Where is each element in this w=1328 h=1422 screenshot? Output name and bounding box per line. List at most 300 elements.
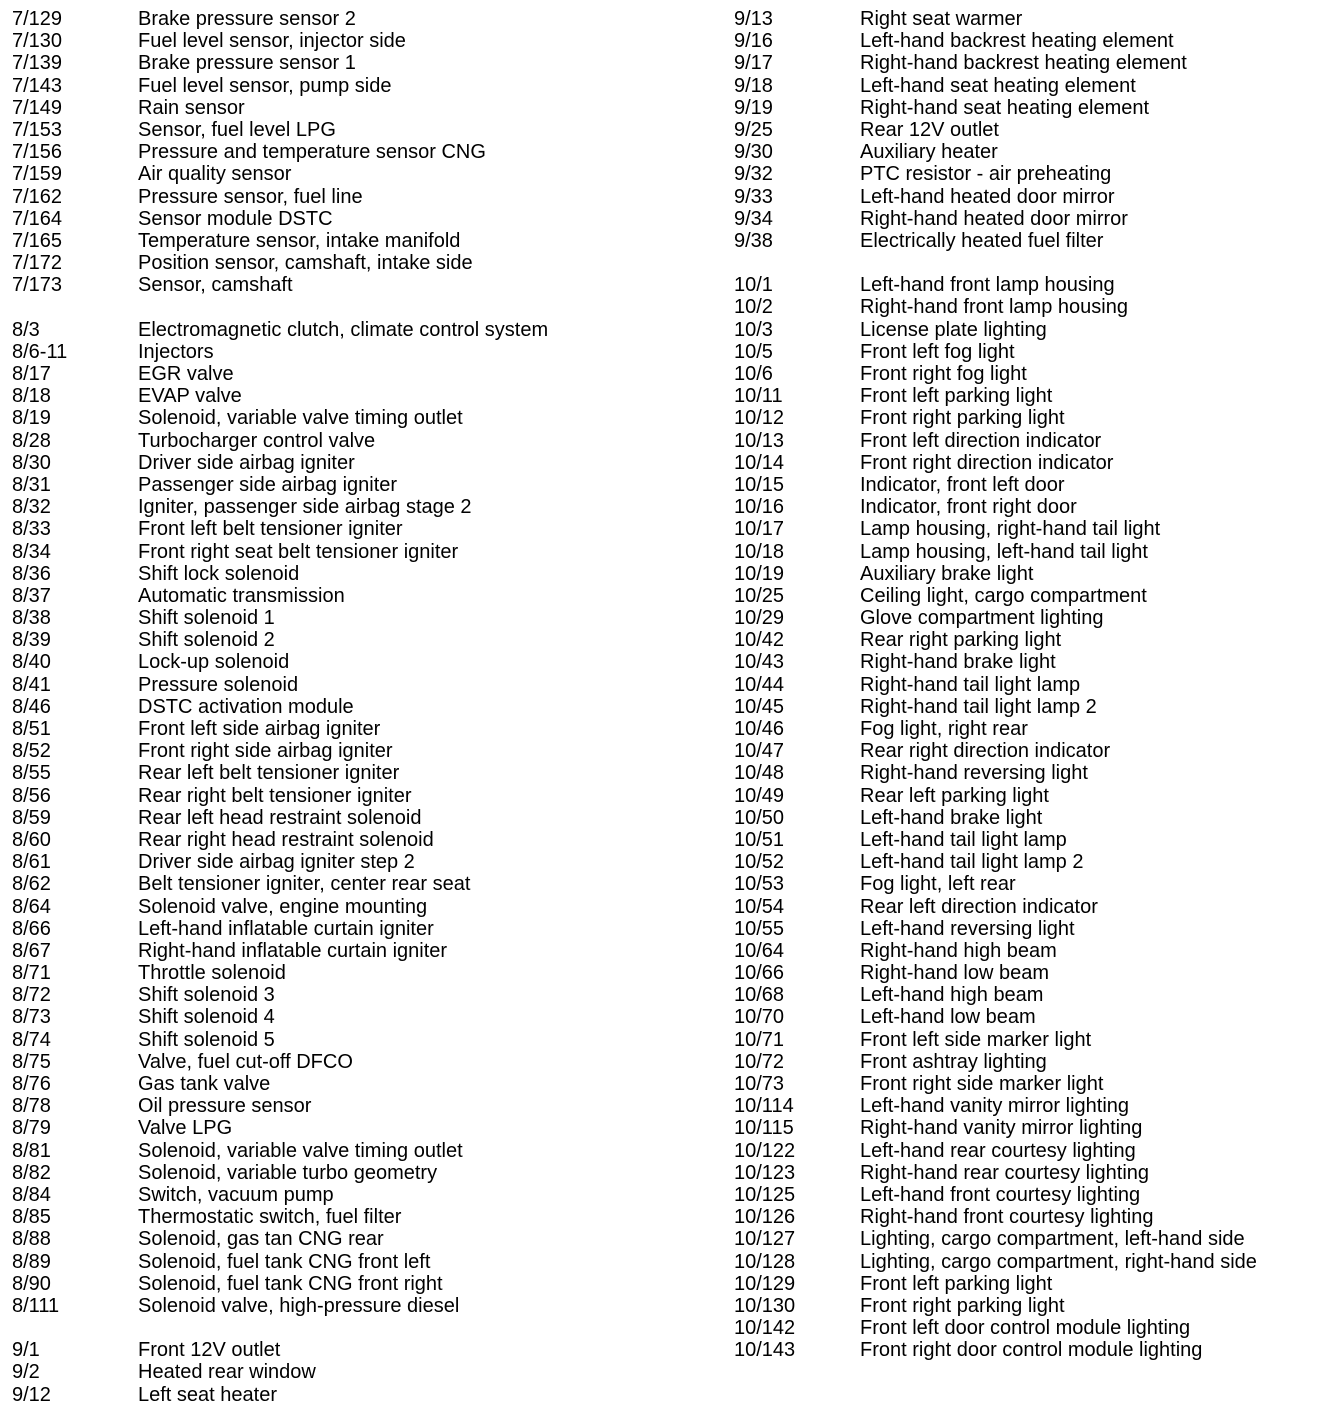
- component-description: Indicator, front left door: [860, 473, 1065, 496]
- component-code: 8/61: [12, 851, 51, 874]
- component-description: Left-hand front lamp housing: [860, 274, 1115, 297]
- component-description: Front right door control module lighting: [860, 1339, 1203, 1362]
- component-code: 7/164: [12, 207, 63, 230]
- component-code: 10/123: [734, 1161, 796, 1184]
- component-row: [12, 1184, 548, 1206]
- component-row: [12, 97, 548, 119]
- component-description: Left-hand high beam: [860, 984, 1044, 1007]
- component-code: 8/52: [12, 740, 51, 763]
- component-row: [734, 363, 1257, 385]
- component-description: Front left side marker light: [860, 1028, 1092, 1051]
- component-code: 10/54: [734, 895, 785, 918]
- component-description: Ceiling light, cargo compartment: [860, 584, 1147, 607]
- component-row: [12, 141, 548, 163]
- component-row: [734, 651, 1257, 673]
- component-code: 9/1: [12, 1339, 40, 1362]
- component-row: [12, 918, 548, 940]
- component-row: [734, 319, 1257, 341]
- component-description: Igniter, passenger side airbag stage 2: [138, 496, 472, 519]
- component-code: 10/143: [734, 1339, 796, 1362]
- component-description: Rear left belt tensioner igniter: [138, 762, 400, 785]
- component-code: 10/19: [734, 562, 785, 585]
- component-row: [12, 1051, 548, 1073]
- component-row: [734, 785, 1257, 807]
- component-row: [12, 563, 548, 585]
- component-row: [734, 496, 1257, 518]
- component-description: Right-hand backrest heating element: [860, 52, 1187, 75]
- component-row: [12, 52, 548, 74]
- component-row: [12, 430, 548, 452]
- component-row: [734, 696, 1257, 718]
- component-description: Left-hand reversing light: [860, 917, 1075, 940]
- component-row: [12, 1228, 548, 1250]
- component-code: 10/55: [734, 917, 785, 940]
- component-code: 10/17: [734, 518, 785, 541]
- component-row: [734, 1029, 1257, 1051]
- component-description: Right-hand tail light lamp 2: [860, 695, 1097, 718]
- component-description: Rear left direction indicator: [860, 895, 1098, 918]
- component-code: 8/85: [12, 1206, 51, 1229]
- component-row: [12, 762, 548, 784]
- component-row: [12, 296, 548, 318]
- component-description: Injectors: [138, 340, 214, 363]
- component-description: Brake pressure sensor 1: [138, 52, 356, 75]
- component-description: Heated rear window: [138, 1361, 316, 1384]
- component-row: [734, 452, 1257, 474]
- component-code: 10/13: [734, 429, 785, 452]
- component-description: Rear left head restraint solenoid: [138, 806, 422, 829]
- component-description: Right-hand inflatable curtain igniter: [138, 939, 448, 962]
- component-description: Front left fog light: [860, 340, 1015, 363]
- component-row: [734, 52, 1257, 74]
- component-description: Brake pressure sensor 2: [138, 8, 356, 30]
- component-row: [12, 208, 548, 230]
- component-code: 8/37: [12, 584, 51, 607]
- component-row: [12, 807, 548, 829]
- component-description: Sensor module DSTC: [138, 207, 333, 230]
- component-code: 8/75: [12, 1050, 51, 1073]
- component-code: 7/153: [12, 118, 63, 141]
- component-row: [12, 984, 548, 1006]
- component-code: 8/60: [12, 828, 51, 851]
- component-row: [12, 940, 548, 962]
- component-row: [12, 319, 548, 341]
- component-row: [12, 75, 548, 97]
- component-code: 8/30: [12, 451, 51, 474]
- component-code: 7/149: [12, 96, 63, 119]
- component-row: [734, 274, 1257, 296]
- component-row: [734, 341, 1257, 363]
- component-description: Driver side airbag igniter step 2: [138, 851, 415, 874]
- component-code: 10/49: [734, 784, 785, 807]
- component-code: 8/38: [12, 607, 51, 630]
- component-description: Left-hand brake light: [860, 806, 1043, 829]
- component-row: [12, 1339, 548, 1361]
- component-row: [734, 1073, 1257, 1095]
- component-description: Rear right parking light: [860, 629, 1062, 652]
- component-code: 8/31: [12, 473, 51, 496]
- component-row: [734, 762, 1257, 784]
- component-description: Right-hand vanity mirror lighting: [860, 1117, 1143, 1140]
- component-code: 7/159: [12, 163, 63, 186]
- component-code: 8/3: [12, 318, 40, 341]
- component-description: Electromagnetic clutch, climate control system: [138, 318, 549, 341]
- component-description: Solenoid, gas tan CNG rear: [138, 1228, 384, 1251]
- component-description: Right-hand seat heating element: [860, 96, 1150, 119]
- component-row: [12, 1361, 548, 1383]
- component-code: 7/143: [12, 74, 63, 97]
- component-description: Rear left parking light: [860, 784, 1049, 807]
- component-description: Left-hand tail light lamp: [860, 828, 1067, 851]
- component-row: [734, 807, 1257, 829]
- component-row: [734, 585, 1257, 607]
- component-code: 8/56: [12, 784, 51, 807]
- component-row: [734, 896, 1257, 918]
- component-row: [734, 385, 1257, 407]
- component-code: 10/129: [734, 1272, 796, 1295]
- component-code: 8/78: [12, 1095, 51, 1118]
- component-description: Front right side marker light: [860, 1073, 1104, 1095]
- component-code: 8/17: [12, 363, 51, 385]
- component-description: Front right fog light: [860, 363, 1027, 385]
- component-description: License plate lighting: [860, 318, 1047, 341]
- component-row: [12, 274, 548, 296]
- component-row: [12, 230, 548, 252]
- component-code: 8/72: [12, 984, 51, 1007]
- component-description: Auxiliary brake light: [860, 562, 1034, 585]
- component-row: [734, 873, 1257, 895]
- component-code: 10/71: [734, 1028, 785, 1051]
- component-description: Lock-up solenoid: [138, 651, 290, 674]
- component-code: 10/6: [734, 363, 773, 385]
- component-code: 10/25: [734, 584, 785, 607]
- component-description: Front right direction indicator: [860, 451, 1114, 474]
- component-code: 10/126: [734, 1206, 796, 1229]
- component-row: [734, 163, 1257, 185]
- component-code: 7/139: [12, 52, 63, 75]
- component-code: 10/18: [734, 540, 785, 563]
- component-code: 10/1: [734, 274, 773, 297]
- component-row: [734, 1339, 1257, 1361]
- component-row: [734, 230, 1257, 252]
- component-row: [734, 296, 1257, 318]
- component-row: [734, 940, 1257, 962]
- component-code: 10/3: [734, 318, 773, 341]
- component-description: Shift solenoid 2: [138, 629, 275, 652]
- component-code: 10/127: [734, 1228, 796, 1251]
- component-code: 8/39: [12, 629, 51, 652]
- component-row: [12, 1295, 548, 1317]
- component-row: [12, 186, 548, 208]
- component-row: [12, 541, 548, 563]
- component-row: [12, 1251, 548, 1273]
- component-description: Shift solenoid 4: [138, 1006, 275, 1029]
- component-code: 7/156: [12, 141, 63, 164]
- component-row: [12, 452, 548, 474]
- component-code: 8/71: [12, 962, 51, 985]
- component-code: 10/64: [734, 939, 785, 962]
- component-description: Rear 12V outlet: [860, 118, 999, 141]
- component-row: [12, 496, 548, 518]
- component-description: Oil pressure sensor: [138, 1095, 312, 1118]
- component-row: [12, 252, 548, 274]
- component-code: 10/16: [734, 496, 785, 519]
- component-row: [734, 430, 1257, 452]
- component-code: 8/41: [12, 673, 51, 696]
- component-description: Lamp housing, left-hand tail light: [860, 540, 1148, 563]
- component-row: [12, 696, 548, 718]
- component-row: [12, 1140, 548, 1162]
- component-code: 10/42: [734, 629, 785, 652]
- component-row: [734, 541, 1257, 563]
- component-code: 8/55: [12, 762, 51, 785]
- component-code: 8/62: [12, 873, 51, 896]
- component-row: [734, 1006, 1257, 1028]
- component-code: 9/32: [734, 163, 773, 186]
- component-row: [12, 341, 548, 363]
- component-description: Right-hand front lamp housing: [860, 296, 1128, 319]
- component-code: [734, 252, 860, 274]
- left-column: [12, 8, 548, 1406]
- component-row: [12, 585, 548, 607]
- component-code: 8/18: [12, 385, 51, 408]
- component-code: 10/44: [734, 673, 785, 696]
- component-code: 8/84: [12, 1183, 51, 1206]
- component-code: 10/122: [734, 1139, 796, 1162]
- component-row: [734, 119, 1257, 141]
- component-description: Solenoid valve, high-pressure diesel: [138, 1294, 460, 1317]
- component-code: 10/47: [734, 740, 785, 763]
- component-description: Shift lock solenoid: [138, 562, 300, 585]
- component-row: [12, 1162, 548, 1184]
- component-code: [12, 296, 138, 318]
- component-row: [734, 1140, 1257, 1162]
- component-description: Left-hand seat heating element: [860, 74, 1136, 97]
- component-description: Position sensor, camshaft, intake side: [138, 252, 473, 275]
- component-row: [12, 163, 548, 185]
- component-row: [734, 8, 1257, 30]
- component-description: Pressure sensor, fuel line: [138, 185, 363, 208]
- component-description: EVAP valve: [138, 385, 242, 408]
- component-code: 8/51: [12, 718, 51, 740]
- component-description: Solenoid, variable turbo geometry: [138, 1161, 438, 1184]
- component-description: Right-hand front courtesy lighting: [860, 1206, 1154, 1229]
- component-row: [12, 1317, 548, 1339]
- component-description: Lamp housing, right-hand tail light: [860, 518, 1161, 541]
- component-description: Automatic transmission: [138, 584, 345, 607]
- component-row: [12, 1073, 548, 1095]
- component-code: 9/2: [12, 1361, 40, 1384]
- component-description: Solenoid, variable valve timing outlet: [138, 1139, 463, 1162]
- component-row: [734, 607, 1257, 629]
- component-code: 9/25: [734, 118, 773, 141]
- component-description: PTC resistor - air preheating: [860, 163, 1112, 186]
- component-row: [734, 1162, 1257, 1184]
- component-description: Left-hand vanity mirror lighting: [860, 1095, 1130, 1118]
- component-code: 9/38: [734, 229, 773, 252]
- component-row: [12, 674, 548, 696]
- component-row: [734, 1206, 1257, 1228]
- component-row: [734, 829, 1257, 851]
- component-description: Right-hand rear courtesy lighting: [860, 1161, 1150, 1184]
- component-description: Switch, vacuum pump: [138, 1183, 334, 1206]
- component-description: Left seat heater: [138, 1383, 277, 1406]
- component-code: 8/90: [12, 1272, 51, 1295]
- component-code: 10/43: [734, 651, 785, 674]
- component-row: [734, 30, 1257, 52]
- component-description: Rear right head restraint solenoid: [138, 828, 434, 851]
- component-code: 8/40: [12, 651, 51, 674]
- component-description: Pressure solenoid: [138, 673, 299, 696]
- component-code: 7/130: [12, 30, 63, 53]
- component-row: [12, 829, 548, 851]
- component-code: 10/130: [734, 1294, 796, 1317]
- component-description: Shift solenoid 3: [138, 984, 275, 1007]
- component-code: 8/59: [12, 806, 51, 829]
- component-description: Solenoid, fuel tank CNG front right: [138, 1272, 443, 1295]
- component-description: Rear right direction indicator: [860, 740, 1111, 763]
- component-description: Temperature sensor, intake manifold: [138, 229, 461, 252]
- component-description: Passenger side airbag igniter: [138, 473, 398, 496]
- component-description: Lighting, cargo compartment, left-hand side: [860, 1228, 1245, 1251]
- component-description: Left-hand heated door mirror: [860, 185, 1115, 208]
- component-description: Left-hand backrest heating element: [860, 30, 1174, 53]
- component-row: [734, 962, 1257, 984]
- component-code: 8/74: [12, 1028, 51, 1051]
- component-code: 10/142: [734, 1317, 796, 1340]
- component-row: [12, 607, 548, 629]
- component-row: [734, 208, 1257, 230]
- component-code: 7/165: [12, 229, 63, 252]
- component-code: 10/72: [734, 1050, 785, 1073]
- component-row: [12, 962, 548, 984]
- component-description: Throttle solenoid: [138, 962, 286, 985]
- component-description: Auxiliary heater: [860, 141, 998, 164]
- component-code: 9/17: [734, 52, 773, 75]
- component-row: [734, 474, 1257, 496]
- component-description: Shift solenoid 1: [138, 607, 275, 630]
- component-row: [734, 407, 1257, 429]
- component-code: 8/32: [12, 496, 51, 519]
- component-row: [12, 873, 548, 895]
- component-description: Right-hand high beam: [860, 939, 1057, 962]
- component-description: Fog light, right rear: [860, 718, 1028, 740]
- component-code: 10/73: [734, 1073, 785, 1095]
- component-code: 8/82: [12, 1161, 51, 1184]
- component-code: 10/68: [734, 984, 785, 1007]
- component-description: Solenoid, variable valve timing outlet: [138, 407, 463, 430]
- component-code: 10/128: [734, 1250, 796, 1273]
- component-description: Front left door control module lighting: [860, 1317, 1191, 1340]
- component-code: 10/52: [734, 851, 785, 874]
- component-row: [12, 896, 548, 918]
- component-row: [734, 629, 1257, 651]
- component-row: [734, 918, 1257, 940]
- component-code: 9/12: [12, 1383, 51, 1406]
- component-description: Front left side airbag igniter: [138, 718, 381, 740]
- component-row: [12, 30, 548, 52]
- component-row: [734, 518, 1257, 540]
- component-description: Front 12V outlet: [138, 1339, 281, 1362]
- component-row: [12, 518, 548, 540]
- component-row: [734, 141, 1257, 163]
- component-code: 10/51: [734, 828, 785, 851]
- component-description: Driver side airbag igniter: [138, 451, 355, 474]
- component-description: Right-hand heated door mirror: [860, 207, 1128, 230]
- component-row: [12, 851, 548, 873]
- component-description: Front left direction indicator: [860, 429, 1102, 452]
- component-description: Left-hand tail light lamp 2: [860, 851, 1084, 874]
- component-description: Front ashtray lighting: [860, 1050, 1047, 1073]
- component-row: [12, 1384, 548, 1406]
- component-code: 10/50: [734, 806, 785, 829]
- component-description: Shift solenoid 5: [138, 1028, 275, 1051]
- component-code: 10/48: [734, 762, 785, 785]
- component-code: 8/64: [12, 895, 51, 918]
- component-code: 9/33: [734, 185, 773, 208]
- component-row: [12, 1117, 548, 1139]
- component-description: Front right parking light: [860, 407, 1065, 430]
- component-code: 7/172: [12, 252, 63, 275]
- component-code: 8/33: [12, 518, 51, 541]
- component-description: EGR valve: [138, 363, 234, 385]
- component-code: 10/14: [734, 451, 785, 474]
- component-description: Valve, fuel cut-off DFCO: [138, 1050, 353, 1073]
- component-row: [734, 984, 1257, 1006]
- component-code: 7/129: [12, 8, 63, 30]
- component-row: [734, 563, 1257, 585]
- component-row: [12, 8, 548, 30]
- component-description: Fuel level sensor, pump side: [138, 74, 392, 97]
- component-row: [734, 1317, 1257, 1339]
- component-description: Front left belt tensioner igniter: [138, 518, 403, 541]
- component-description: Gas tank valve: [138, 1073, 271, 1095]
- component-row: [12, 407, 548, 429]
- component-description: Air quality sensor: [138, 163, 292, 186]
- component-description: Right seat warmer: [860, 8, 1023, 30]
- component-description: Valve LPG: [138, 1117, 233, 1140]
- component-description: Lighting, cargo compartment, right-hand side: [860, 1250, 1257, 1273]
- component-code: 8/46: [12, 695, 51, 718]
- component-code: 8/66: [12, 917, 51, 940]
- component-row: [734, 851, 1257, 873]
- component-description: Pressure and temperature sensor CNG: [138, 141, 486, 164]
- component-code: 8/111: [12, 1294, 60, 1317]
- component-code: 10/125: [734, 1183, 796, 1206]
- component-row: [734, 1051, 1257, 1073]
- component-row: [734, 97, 1257, 119]
- component-description: Fog light, left rear: [860, 873, 1016, 896]
- component-code: 10/70: [734, 1006, 785, 1029]
- component-code: 10/2: [734, 296, 773, 319]
- component-code: 7/173: [12, 274, 63, 297]
- component-description: Front right side airbag igniter: [138, 740, 393, 763]
- component-code: 9/19: [734, 96, 773, 119]
- component-description: Left-hand front courtesy lighting: [860, 1183, 1141, 1206]
- component-row: [734, 1228, 1257, 1250]
- component-description: Electrically heated fuel filter: [860, 229, 1104, 252]
- component-description: Front left parking light: [860, 1272, 1053, 1295]
- component-code: 8/76: [12, 1073, 51, 1095]
- component-description: Fuel level sensor, injector side: [138, 30, 406, 53]
- component-row: [734, 1095, 1257, 1117]
- component-description: Left-hand low beam: [860, 1006, 1036, 1029]
- component-code: 8/67: [12, 939, 51, 962]
- component-code: 9/34: [734, 207, 773, 230]
- component-row: [12, 740, 548, 762]
- component-code: 10/46: [734, 718, 785, 740]
- component-row: [734, 1295, 1257, 1317]
